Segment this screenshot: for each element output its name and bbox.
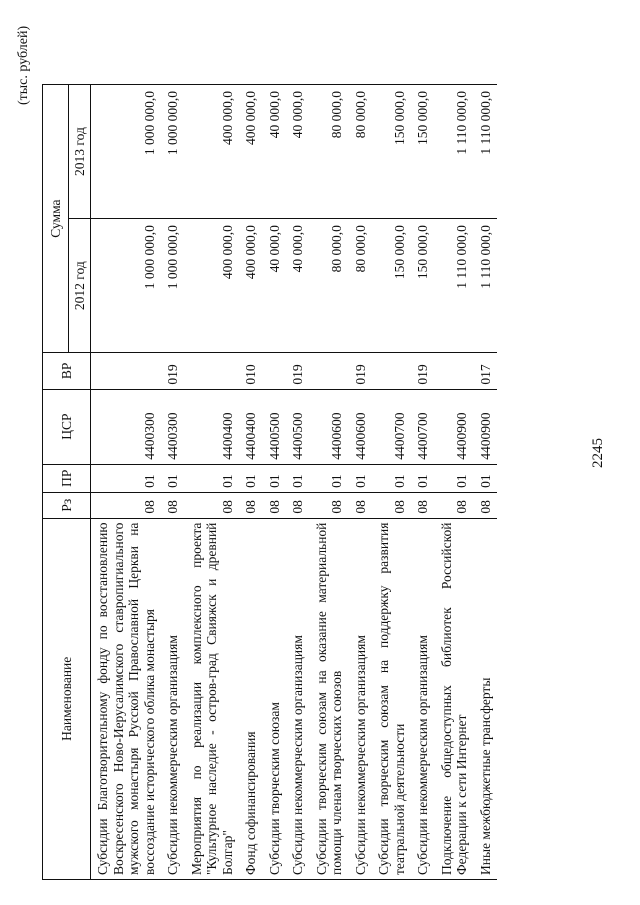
header-name: Наименование	[43, 518, 91, 879]
row-sum-2012: 40 000,0	[286, 219, 310, 353]
header-year-2012: 2012 год	[69, 219, 91, 353]
row-csr: 4400300	[91, 389, 162, 464]
row-csr: 4400700	[372, 389, 411, 464]
row-sum-2013: 1 000 000,0	[91, 85, 162, 219]
row-csr: 4400500	[286, 389, 310, 464]
row-vr	[372, 353, 411, 389]
table-row	[349, 85, 373, 880]
row-pr: 01	[161, 464, 185, 492]
row-name: Субсидии некоммерческим организациям	[411, 518, 435, 879]
row-vr: 010	[239, 353, 263, 389]
row-sum-2012: 1 110 000,0	[474, 219, 498, 353]
row-rz: 08	[91, 492, 162, 518]
row-sum-2013: 80 000,0	[310, 85, 349, 219]
table-row	[185, 85, 240, 880]
row-name: Подключение общедоступных библиотек Российской Федерации к сети Интернет	[435, 518, 474, 879]
row-vr: 019	[411, 353, 435, 389]
table-row	[411, 85, 435, 880]
table-header	[43, 85, 91, 880]
row-vr	[263, 353, 287, 389]
row-sum-2012: 80 000,0	[310, 219, 349, 353]
row-csr: 4400900	[435, 389, 474, 464]
row-csr: 4400600	[349, 389, 373, 464]
row-csr: 4400400	[185, 389, 240, 464]
budget-table	[42, 84, 497, 880]
row-pr: 01	[349, 464, 373, 492]
row-rz: 08	[372, 492, 411, 518]
row-sum-2012: 1 110 000,0	[435, 219, 474, 353]
row-pr: 01	[263, 464, 287, 492]
row-name: Субсидии творческим союзам на поддержку развития театральной деятельности	[372, 518, 411, 879]
row-sum-2013: 1 110 000,0	[474, 85, 498, 219]
row-sum-2013: 1 000 000,0	[161, 85, 185, 219]
row-rz: 08	[310, 492, 349, 518]
header-csr: ЦСР	[43, 389, 91, 464]
row-sum-2013: 150 000,0	[372, 85, 411, 219]
row-sum-2012: 150 000,0	[411, 219, 435, 353]
row-rz: 08	[263, 492, 287, 518]
row-vr: 019	[286, 353, 310, 389]
row-sum-2013: 80 000,0	[349, 85, 373, 219]
row-vr	[435, 353, 474, 389]
row-pr: 01	[286, 464, 310, 492]
row-rz: 08	[411, 492, 435, 518]
row-vr: 019	[349, 353, 373, 389]
row-sum-2012: 40 000,0	[263, 219, 287, 353]
row-csr: 4400500	[263, 389, 287, 464]
row-sum-2012: 1 000 000,0	[91, 219, 162, 353]
row-pr: 01	[91, 464, 162, 492]
row-vr	[185, 353, 240, 389]
row-sum-2013: 40 000,0	[263, 85, 287, 219]
unit-note: (тыс. рублей)	[16, 25, 31, 105]
row-pr: 01	[411, 464, 435, 492]
row-pr: 01	[474, 464, 498, 492]
row-sum-2013: 1 110 000,0	[435, 85, 474, 219]
row-vr	[91, 353, 162, 389]
row-name: Субсидии Благотворительному фонду по восстановлению Воскресенского Ново-Иерусалимского ставропигиального мужского монастыря Русской Православной Церкви на воссоздание исторического облика монастыря	[91, 518, 162, 879]
row-name: Субсидии некоммерческим организациям	[349, 518, 373, 879]
header-sum: Сумма	[43, 85, 69, 353]
row-csr: 4400300	[161, 389, 185, 464]
row-pr: 01	[435, 464, 474, 492]
row-rz: 08	[435, 492, 474, 518]
row-pr: 01	[372, 464, 411, 492]
table-row	[435, 85, 474, 880]
row-csr: 4400700	[411, 389, 435, 464]
row-pr: 01	[239, 464, 263, 492]
row-name: Фонд софинансирования	[239, 518, 263, 879]
row-name: Иные межбюджетные трансферты	[474, 518, 498, 879]
row-sum-2012: 1 000 000,0	[161, 219, 185, 353]
header-pr: ПР	[43, 464, 91, 492]
row-sum-2013: 400 000,0	[185, 85, 240, 219]
table-row	[91, 85, 162, 880]
row-rz: 08	[349, 492, 373, 518]
table-row	[474, 85, 498, 880]
row-csr: 4400600	[310, 389, 349, 464]
header-rz: Рз	[43, 492, 91, 518]
row-rz: 08	[161, 492, 185, 518]
row-name: Субсидии творческим союзам	[263, 518, 287, 879]
header-vr: ВР	[43, 353, 91, 389]
row-name: Субсидии некоммерческим организациям	[161, 518, 185, 879]
row-name: Субсидии творческим союзам на оказание материальной помощи членам творческих союзов	[310, 518, 349, 879]
table-row	[372, 85, 411, 880]
table-row	[263, 85, 287, 880]
table-row	[161, 85, 185, 880]
table-body	[91, 85, 498, 880]
row-sum-2012: 80 000,0	[349, 219, 373, 353]
row-name: Субсидии некоммерческим организациям	[286, 518, 310, 879]
table-row	[286, 85, 310, 880]
table-row	[310, 85, 349, 880]
row-rz: 08	[474, 492, 498, 518]
row-vr: 017	[474, 353, 498, 389]
header-year-2013: 2013 год	[69, 85, 91, 219]
row-sum-2012: 400 000,0	[185, 219, 240, 353]
row-csr: 4400400	[239, 389, 263, 464]
row-vr: 019	[161, 353, 185, 389]
row-rz: 08	[239, 492, 263, 518]
row-pr: 01	[310, 464, 349, 492]
row-rz: 08	[286, 492, 310, 518]
row-rz: 08	[185, 492, 240, 518]
row-sum-2013: 400 000,0	[239, 85, 263, 219]
row-sum-2013: 150 000,0	[411, 85, 435, 219]
row-name: Мероприятия по реализации комплексного проекта "Культурное наследие - остров-град Свияжск и древний Болгар"	[185, 518, 240, 879]
page-number: 2245	[590, 438, 606, 468]
row-sum-2013: 40 000,0	[286, 85, 310, 219]
row-csr: 4400900	[474, 389, 498, 464]
row-vr	[310, 353, 349, 389]
row-sum-2012: 150 000,0	[372, 219, 411, 353]
row-sum-2012: 400 000,0	[239, 219, 263, 353]
table-row	[239, 85, 263, 880]
row-pr: 01	[185, 464, 240, 492]
